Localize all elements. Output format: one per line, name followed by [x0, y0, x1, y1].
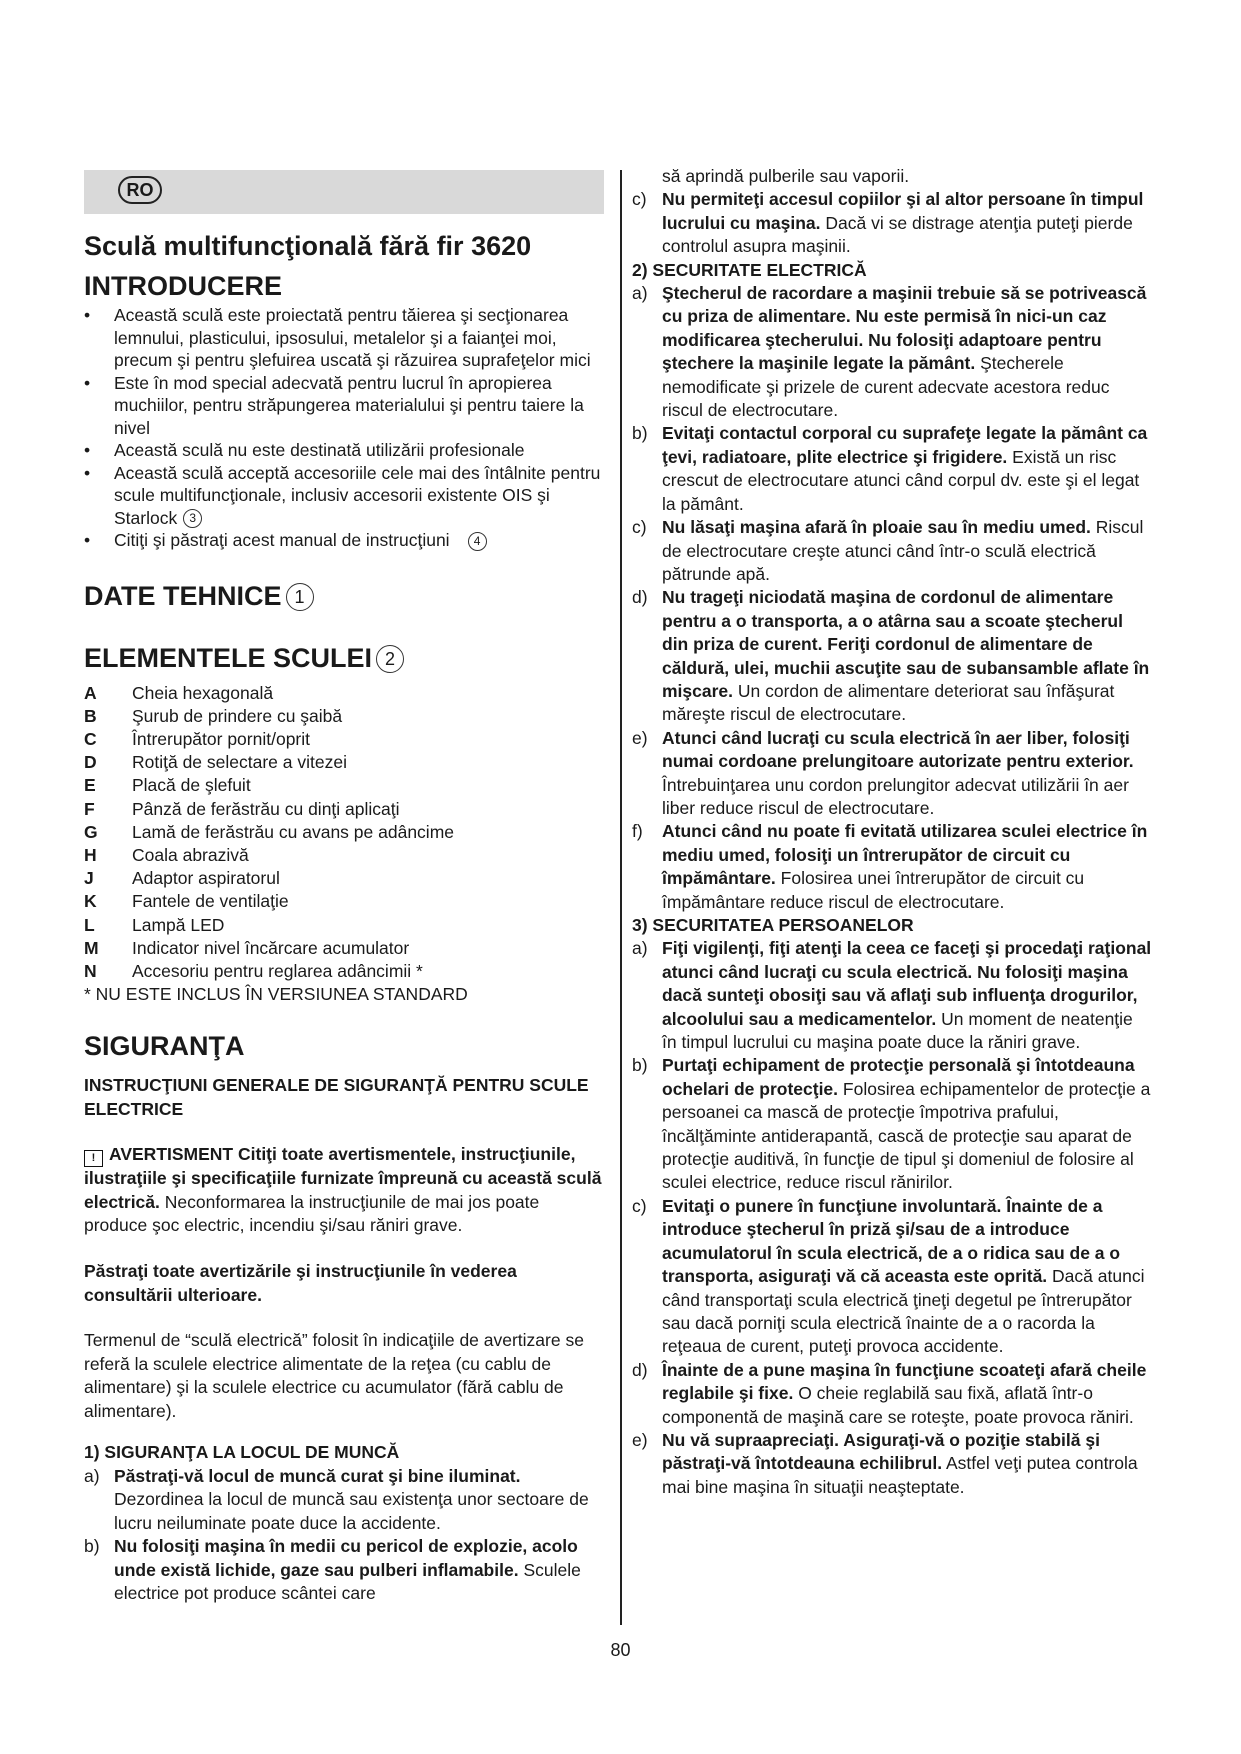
list-item: c) Evitaţi o punere în funcţiune involuntară. Înainte de a introduce ştecherul în priză şi/sau de a introduce acumulatorul în scula electrică, de a o ridica sau de a o transporta, asiguraţi vă că aceasta este oprită. Dacă atunci când transportaţi scula electrică ţineţi degetul pe întrerupător sau dacă porniţi scula electrică înainte de a o racorda la reţeaua de curent, puteţi provoca accidente.	[632, 1195, 1145, 1357]
part-key: G	[84, 821, 98, 842]
part-label: Adaptor aspiratorul	[132, 868, 280, 889]
product-title: Sculă multifuncţională fără fir 3620	[84, 231, 532, 261]
part-label: Fantele de ventilaţie	[132, 891, 289, 912]
parts-note: * NU ESTE INCLUS ÎN VERSIUNEA STANDARD	[84, 984, 468, 1005]
part-key: L	[84, 914, 95, 935]
part-key: D	[84, 752, 97, 773]
part-row	[84, 960, 604, 983]
part-row	[84, 682, 604, 705]
list-item: a) Ştecherul de racordare a maşinii trebuie să se potrivească cu priza de alimentare. Nu este permisă în nici-un caz modificarea ştecherului. Nu folosiţi adaptoare pentru ştechere la maşinile legate la pământ. Ştecherele nemodificate şi prizele de curent adecvate acestora reduc riscul de electrocutare.	[632, 283, 1147, 421]
list-item: b) Nu folosiţi maşina în medii cu pericol de explozie, acolo unde există lichide, gaze sau pulberi inflamabile. Sculele electrice pot produce scântei care	[84, 1536, 581, 1603]
part-row	[84, 728, 604, 751]
list-item: • Această sculă acceptă accesoriile cele mai des întâlnite pentru scule multifuncţionale, inclusiv accesorii existente OIS şi Starlock 3	[84, 462, 604, 530]
part-row	[84, 821, 604, 844]
term-definition: Termenul de “sculă electrică” folosit în indicaţiile de avertizare se referă la sculele electrice alimentate de la reţea (cu cablu de alimentare) şi la sculele electrice cu acumulator (fără cablu de alimentare).	[84, 1330, 584, 1421]
list-item: e) Nu vă supraapreciaţi. Asiguraţi-vă o poziţie stabilă şi păstraţi-vă întotdeauna echilibrul. Astfel veţi putea controla mai bine maşina în situaţii neaşteptate.	[632, 1429, 1138, 1497]
warning-icon: !	[84, 1150, 103, 1167]
part-label: Cheia hexagonală	[132, 682, 274, 703]
part-key: A	[84, 682, 97, 703]
list-item: f) Atunci când nu poate fi evitată utilizarea sculei electrice în mediu umed, folosiţi un întrerupător de circuit cu împământare. Folosirea unei întrerupător de circuit cu împământare reduce riscul de electrocutare.	[632, 821, 1148, 912]
list-item: b) Purtaţi echipament de protecţie personală şi întotdeauna ochelari de protecţie. Folosirea echipamentelor de protecţie a persoanei ca mască de protecţie împotriva prafului, încălţăminte antiderapantă, cască de protecţie sau aparat de protecţie auditivă, în funcţie de tipul şi domeniul de folosire al sculei electrice, reduce riscul rănirilor.	[632, 1055, 1151, 1193]
part-key: N	[84, 960, 97, 981]
part-row	[84, 705, 604, 728]
section-heading: 2) SECURITATE ELECTRICĂ	[632, 259, 867, 280]
part-row	[84, 937, 604, 960]
part-label: Rotiţă de selectare a vitezei	[132, 752, 347, 773]
list-item: b) Evitaţi contactul corporal cu suprafeţe legate la pământ ca ţevi, radiatoare, plite electrice şi frigidere. Există un risc crescut de electrocutare atunci când corpul dv. este şi el legat la pământ.	[632, 423, 1148, 514]
left-column	[84, 170, 604, 1605]
intro-heading: INTRODUCERE	[84, 271, 283, 301]
intro-list	[84, 304, 604, 552]
part-label: Lamă de ferăstrău cu avans pe adâncime	[132, 821, 454, 842]
part-label: Lampă LED	[132, 914, 225, 935]
part-label: Întrerupător pornit/oprit	[132, 728, 311, 749]
part-key: H	[84, 844, 97, 865]
part-row	[84, 890, 604, 913]
figure-ref: 2	[376, 645, 404, 673]
continued-text: să aprindă pulberile sau vaporii.	[662, 166, 910, 186]
part-key: E	[84, 775, 96, 796]
section-heading: 1) SIGURANŢA LA LOCUL DE MUNCĂ	[84, 1442, 400, 1463]
list-item: a) Fiţi vigilenţi, fiţi atenţi la ceea ce faceţi şi procedaţi raţional atunci când lucraţi cu scula electrică. Nu folosiţi maşina dacă sunteţi obosiţi sau vă aflaţi sub influenţa drogurilor, alcoolului sau a medicamentelor. Un moment de neatenţie în timpul lucrului cu maşina poate duce la răniri grave.	[632, 938, 1152, 1053]
part-key: M	[84, 937, 99, 958]
part-label: Pânză de ferăstrău cu dinţi aplicaţi	[132, 798, 400, 819]
list-item: d) Înainte de a pune maşina în funcţiune scoateţi afară cheile reglabile şi fixe. O cheie reglabilă sau fixă, aflată într-o componentă de maşină care se roteşte, poate provoca răniri.	[632, 1359, 1147, 1427]
list-item: • Este în mod special adecvată pentru lucrul în apropierea muchiilor, pentru străpungerea materialului şi pentru taiere la nivel	[84, 372, 604, 440]
general-safety-subheading: INSTRUCŢIUNI GENERALE DE SIGURANŢĂ PENTRU SCULE ELECTRICE	[84, 1075, 589, 1119]
right-column	[632, 165, 1152, 1499]
part-label: Şurub de prindere cu şaibă	[132, 705, 343, 726]
language-bar	[84, 170, 604, 214]
part-label: Coala abrazivă	[132, 844, 249, 865]
language-badge: RO	[118, 176, 162, 204]
part-label: Placă de şlefuit	[132, 775, 251, 796]
part-row	[84, 774, 604, 797]
list-item: c) Nu permiteţi accesul copiilor şi al altor persoane în timpul lucrului cu maşina. Dacă vi se distrage atenţia puteţi pierde controlul asupra maşinii.	[632, 189, 1144, 257]
part-row	[84, 751, 604, 774]
part-key: J	[84, 868, 94, 889]
safety-heading: SIGURANŢA	[84, 1031, 245, 1062]
part-label: Accesoriu pentru reglarea adâncimii *	[132, 960, 423, 981]
figure-ref: 4	[468, 532, 487, 551]
part-key: F	[84, 798, 95, 819]
list-item: c) Nu lăsaţi maşina afară în ploaie sau în mediu umed. Riscul de electrocutare creşte atunci când într-o sculă electrică pătrunde apă.	[632, 517, 1144, 584]
part-row	[84, 798, 604, 821]
part-key: K	[84, 891, 97, 912]
page-number: 80	[610, 1640, 631, 1660]
list-item: d) Nu trageţi niciodată maşina de cordonul de alimentare pentru a o transporta, a o atârna sau a scoate ştecherul din priza de curent. Feriţi cordonul de alimentare de căldură, ulei, muchii ascuţite sau de subansamble aflate în mişcare. Un cordon de alimentare deteriorat sau înfăşurat măreşte riscul de electrocutare.	[632, 587, 1150, 725]
list-item: a) Păstraţi-vă locul de muncă curat şi bine iluminat. Dezordinea la locul de muncă sau existenţa unor sectoare de lucru neiluminate poate duce la accidente.	[84, 1465, 589, 1533]
figure-ref: 3	[183, 509, 202, 528]
list-item: • Citiţi şi păstraţi acest manual de instrucţiuni 4	[84, 529, 604, 552]
parts-list	[84, 682, 604, 984]
part-row	[84, 844, 604, 867]
part-row	[84, 867, 604, 890]
part-key: C	[84, 728, 97, 749]
tool-elements-heading: ELEMENTELE SCULEI 2	[84, 640, 604, 676]
list-item: e) Atunci când lucraţi cu scula electrică în aer liber, folosiţi numai cordoane prelungitoare autorizate pentru exterior. Întrebuinţarea unu cordon prelungitor adecvat utilizării în aer liber reduce riscul de electrocutare.	[632, 727, 1134, 818]
keep-instructions: Păstraţi toate avertizările şi instrucţiunile în vederea consultării ulterioare.	[84, 1260, 517, 1305]
part-row	[84, 914, 604, 937]
warning-paragraph: ! AVERTISMENT Citiţi toate avertismentele, instrucţiunile, ilustraţiile şi specificaţiile furnizate împreună cu această sculă electrică. Neconformarea la instrucţiunile de mai jos poate produce şoc electric, incendiu şi/sau răniri grave.	[84, 1144, 602, 1236]
column-divider	[620, 170, 622, 1625]
figure-ref: 1	[286, 583, 314, 611]
part-label: Indicator nivel încărcare acumulator	[132, 937, 410, 958]
list-item: • Această sculă este proiectată pentru tăierea şi secţionarea lemnului, plasticului, ipsosului, metalelor şi a faianţei moi, precum şi pentru şlefuirea uscată şi răzuirea suprafeţelor mici	[84, 304, 604, 372]
section-heading: 3) SECURITATEA PERSOANELOR	[632, 915, 914, 935]
part-key: B	[84, 705, 97, 726]
list-item: • Această sculă nu este destinată utilizării profesionale	[84, 439, 604, 462]
tech-data-heading: DATE TEHNICE 1	[84, 578, 604, 614]
